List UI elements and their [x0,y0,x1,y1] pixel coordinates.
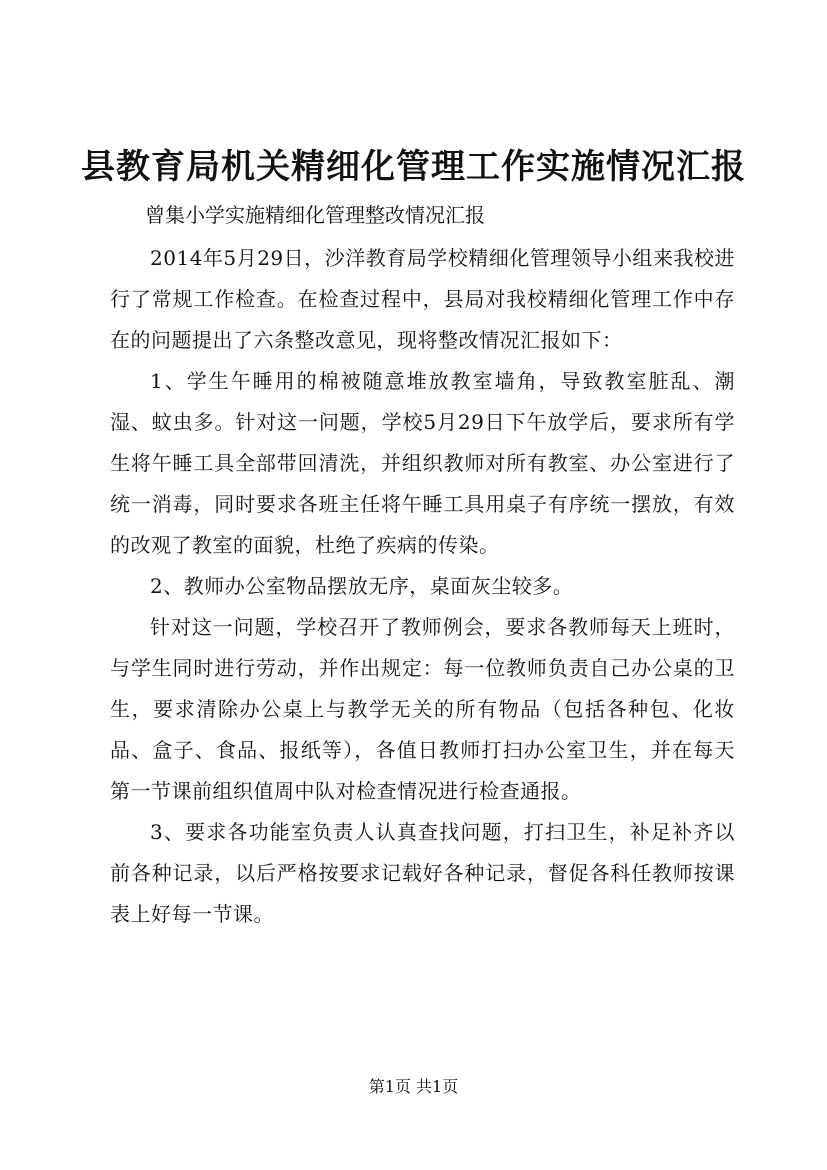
page-number-footer: 第1页 共1页 [368,1077,459,1096]
paragraph-intro: 2014年5月29日，沙洋教育局学校精细化管理领导小组来我校进行了常规工作检查。在检查过程中，县局对我校精细化管理工作中存在的问题提出了六条整改意见，现将整改情况汇报如下： [110,246,735,352]
document-title: 县教育局机关精细化管理工作实施情况汇报 [81,147,746,187]
paragraph-item-3: 3、要求各功能室负责人认真查找问题，打扫卫生，补足补齐以前各种记录，以后严格按要求记载好各种记录，督促各科任教师按课表上好每一节课。 [110,820,735,926]
paragraph-item-2: 2、教师办公室物品摆放无序，桌面灰尘较多。 [150,574,574,598]
document-body [110,238,735,935]
paragraph-item-1: 1、学生午睡用的棉被随意堆放教室墙角，导致教室脏乱、潮湿、蚊虫多。针对这一问题，学校5月29日下午放学后，要求所有学生将午睡工具全部带回清洗，并组织教师对所有教室、办公室进行了统一消毒，同时要求各班主任将午睡工具用桌子有序统一摆放，有效的改观了教室的面貌，杜绝了疾病的传染。 [110,369,735,557]
document-subtitle: 曾集小学实施精细化管理整改情况汇报 [145,203,485,227]
paragraph-item-2-detail: 针对这一问题，学校召开了教师例会，要求各教师每天上班时，与学生同时进行劳动，并作出规定：每一位教师负责自己办公桌的卫生，要求清除办公桌上与教学无关的所有物品（包括各种包、化妆品、盒子、食品、报纸等），各值日教师打扫办公室卫生，并在每天第一节课前组织值周中队对检查情况进行检查通报。 [110,615,735,803]
